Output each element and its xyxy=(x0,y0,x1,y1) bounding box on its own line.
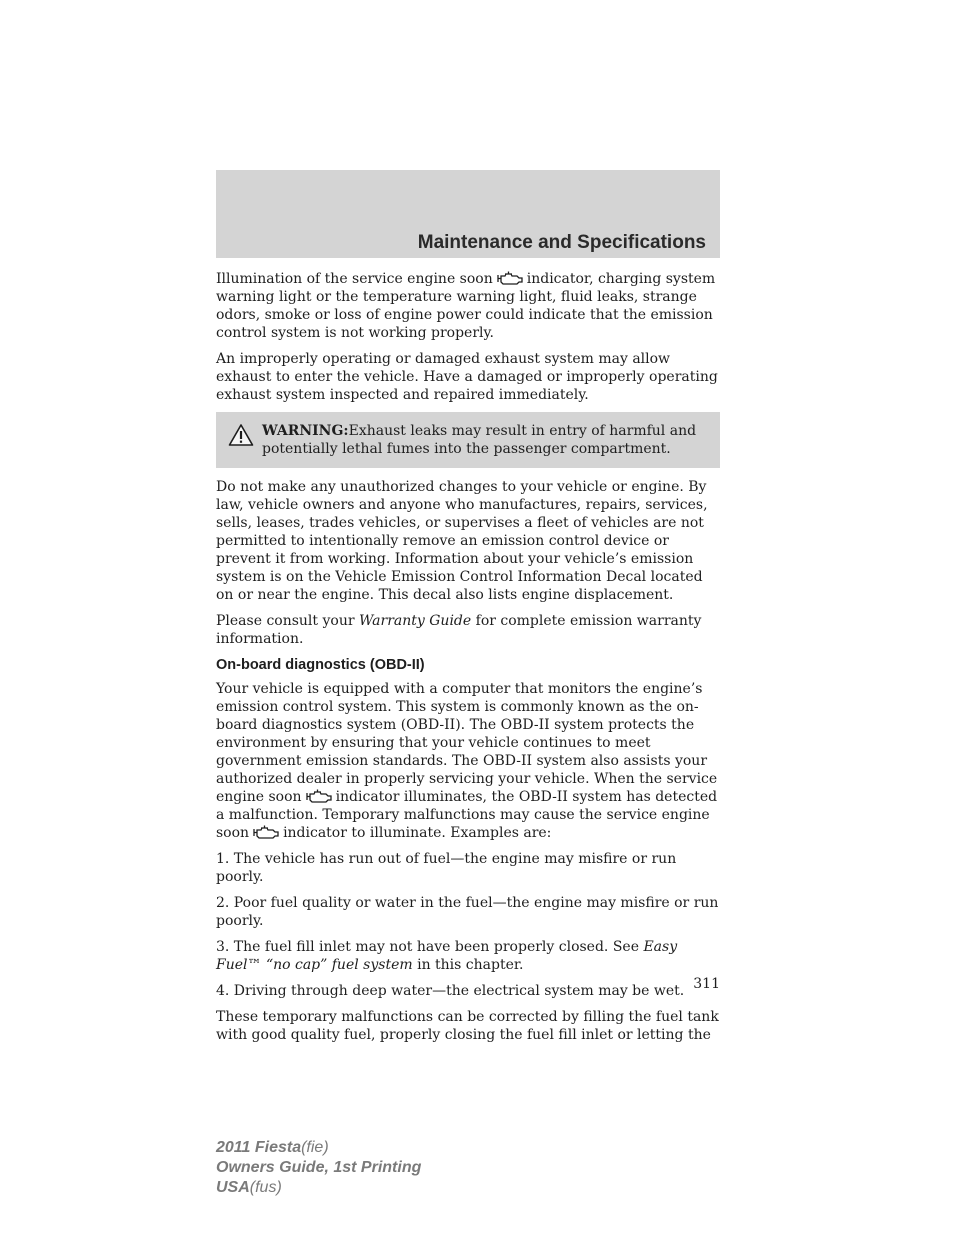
page-number: 311 xyxy=(693,976,720,992)
list-item: 3. The fuel fill inlet may not have been properly closed. See Easy Fuel™ “no cap” fuel system in this chapter. xyxy=(216,939,678,973)
list-item: 2. Poor fuel quality or water in the fuel—the engine may misfire or run poorly. xyxy=(216,895,719,929)
warning-box xyxy=(216,412,720,468)
section-header-band xyxy=(216,170,720,258)
paragraph-unauthorized-changes: Do not make any unauthorized changes to your vehicle or engine. By law, vehicle owners and anyone who manufactures, repairs, services, sells, leases, trades vehicles, or supervises a fleet of vehicles are not permitted to intentionally remove an emission control device or prevent it from working. Information about your vehicle’s emission system is on the Vehicle Emission Control Information Decal located on or near the engine. This decal also lists engine displacement. xyxy=(216,479,708,603)
page-body xyxy=(216,270,720,1052)
paragraph-obd-description: Your vehicle is equipped with a computer that monitors the engine’s emission control system. This system is commonly known as the on-board diagnostics system (OBD-II). The OBD-II system protects the environment by ensuring that your vehicle continues to meet government emission standards. The OBD-II system also assists your authorized dealer in properly servicing your vehicle. When the service engine soon indicator illuminates, the OBD-II system has detected a malfunction. Temporary malfunctions may cause the service engine soon indicator to illuminate. Examples are: xyxy=(216,681,718,841)
paragraph-exhaust-system: An improperly operating or damaged exhaust system may allow exhaust to enter the vehicle. Have a damaged or improperly operating exhaust system inspected and repaired immediately. xyxy=(216,351,718,403)
document-footer xyxy=(216,1138,421,1198)
paragraph-warranty: Please consult your Warranty Guide for complete emission warranty information. xyxy=(216,613,702,647)
list-item: 1. The vehicle has run out of fuel—the engine may misfire or run poorly. xyxy=(216,851,677,885)
engine-icon xyxy=(304,788,334,804)
easy-fuel-reference: Easy Fuel™ “no cap” fuel system xyxy=(216,939,678,973)
warning-triangle-icon xyxy=(228,423,254,447)
engine-icon xyxy=(495,270,525,286)
paragraph-emission-indicators: Illumination of the service engine soon indicator, charging system warning light or the temperature warning light, fluid leaks, strange odors, smoke or loss of engine power could indicate that the emission control system is not working properly. xyxy=(216,271,716,341)
footer-line-printing: Owners Guide, 1st Printing xyxy=(216,1159,422,1176)
warranty-guide-reference: Warranty Guide xyxy=(359,613,472,629)
warning-text: Exhaust leaks may result in entry of harmful and potentially lethal fumes into the passenger compartment. xyxy=(262,423,697,457)
warning-label: WARNING: xyxy=(262,423,349,439)
list-item: 4. Driving through deep water—the electrical system may be wet. xyxy=(216,983,685,999)
paragraph-temporary-malfunctions: These temporary malfunctions can be corrected by filling the fuel tank with good quality fuel, properly closing the fuel fill inlet or letting the xyxy=(216,1009,719,1043)
section-header-title: Maintenance and Specifications xyxy=(417,232,706,253)
engine-icon xyxy=(251,824,281,840)
footer-line-market: USA(fus) xyxy=(216,1179,282,1196)
section-heading-obd: On-board diagnostics (OBD-II) xyxy=(216,657,425,673)
footer-line-model: 2011 Fiesta(fie) xyxy=(216,1139,329,1156)
